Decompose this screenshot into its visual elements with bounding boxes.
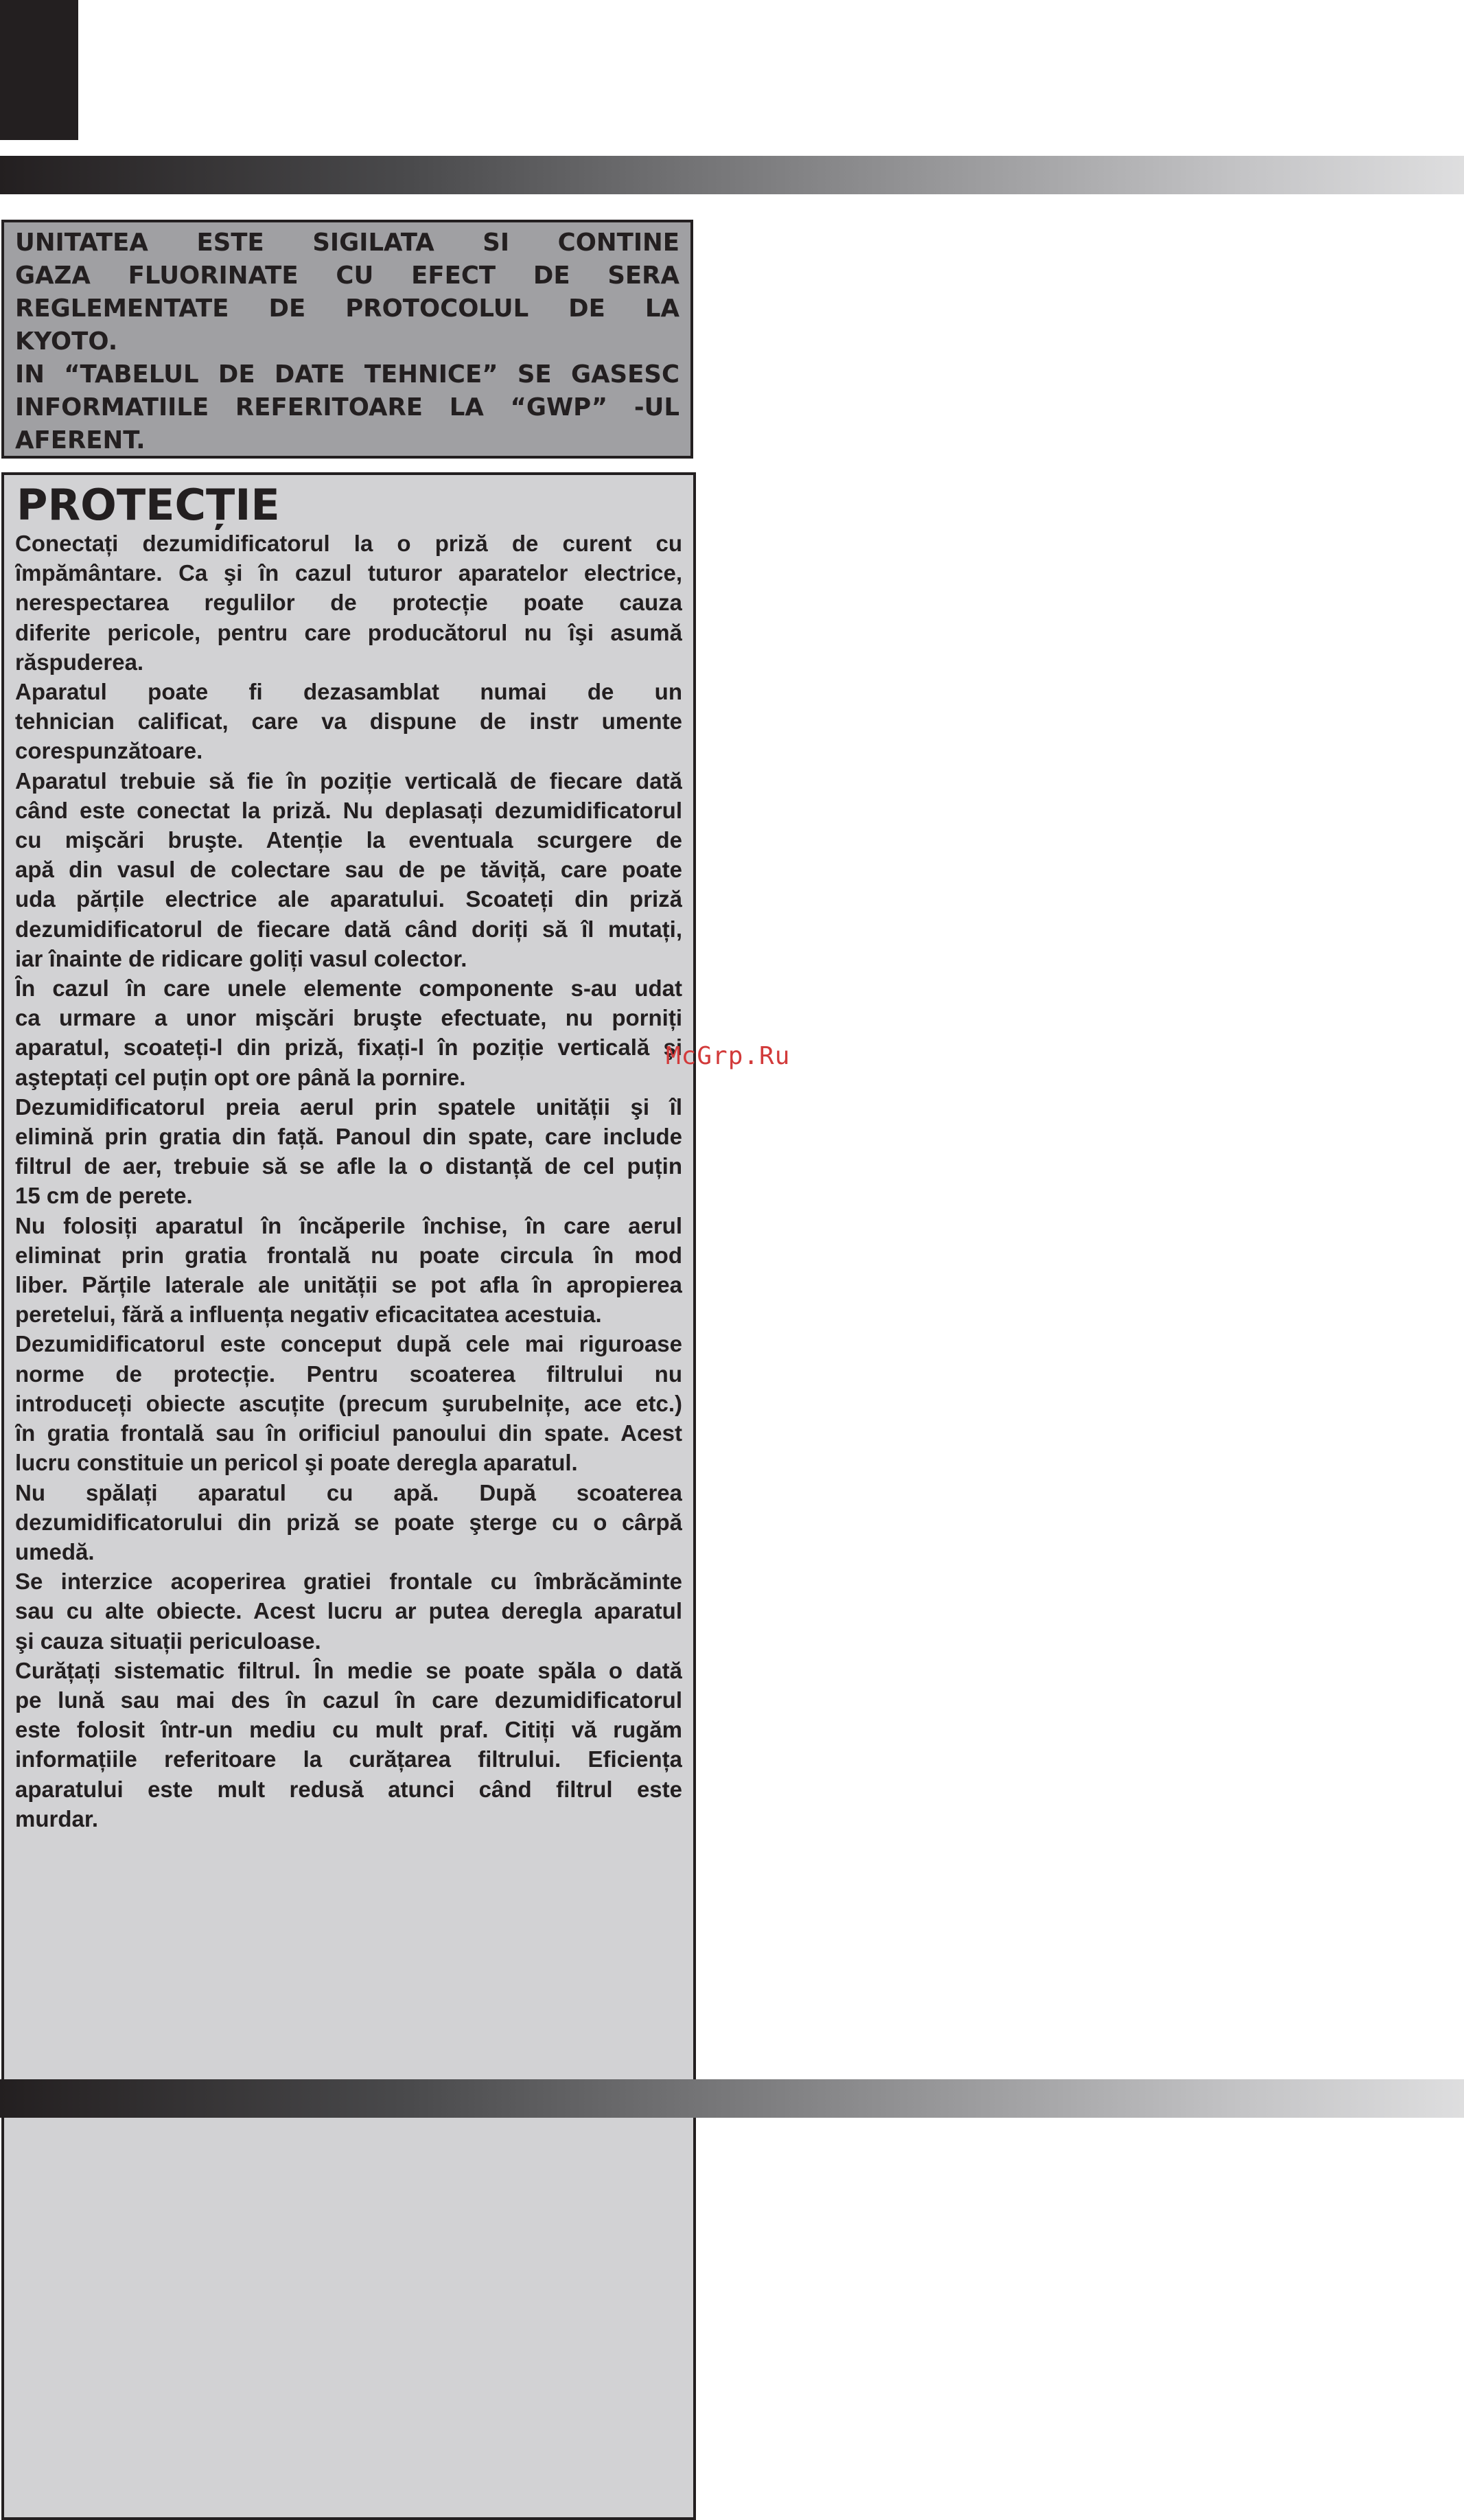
body-line: în gratia frontală sau în orificiul panoului din spate. Acest [15, 1420, 682, 1446]
body-line: Dezumidificatorul este conceput după cele mai riguroase [15, 1331, 682, 1357]
fluorinated-gas-warning-box [1, 220, 693, 459]
body-line: Aparatul poate fi dezasamblat numai de un [15, 679, 682, 705]
body-line: Se interzice acoperirea gratiei frontale cu îmbrăcăminte [15, 1569, 682, 1595]
body-line: elimină prin gratia din față. Panoul din spate, care include [15, 1124, 682, 1150]
body-line: pe lună sau mai des în cazul în care dezumidificatorul [15, 1687, 682, 1713]
body-line: aparatului este mult redusă atunci când filtrul este [15, 1776, 682, 1802]
warning-line: INFORMATIILE REFERITOARE LA “GWP” -UL [15, 393, 679, 421]
body-line: sau cu alte obiecte. Acest lucru ar putea deregla aparatul [15, 1598, 682, 1624]
warning-line: IN “TABELUL DE DATE TEHNICE” SE GASESC [15, 360, 679, 389]
footer-gradient-band [0, 2079, 1464, 2118]
body-line: Dezumidificatorul preia aerul prin spatele unității şi îl [15, 1094, 682, 1120]
body-line: filtrul de aer, trebuie să se afle la o distanță de cel puțin [15, 1153, 682, 1179]
body-line: corespunzătoare. [15, 738, 203, 764]
header-gradient-band [0, 156, 1464, 194]
body-line: Aparatul trebuie să fie în poziție verticală de fiecare dată [15, 767, 682, 794]
body-line: nerespectarea regulilor de protecție poate cauza [15, 590, 682, 616]
body-line: este folosit într-un mediu cu mult praf. Citiți vă rugăm [15, 1717, 682, 1743]
body-line: Curățați sistematic filtrul. În medie se poate spăla o dată [15, 1657, 682, 1683]
body-line: lucru constituie un pericol şi poate deregla aparatul. [15, 1450, 578, 1476]
body-line: tehnician calificat, care va dispune de instr umente [15, 708, 682, 735]
body-line: uda părțile electrice ale aparatului. Scoateți din priză [15, 886, 682, 912]
protection-title: PROTECȚIE [16, 480, 280, 530]
body-line: cu mişcări bruşte. Atenție la eventuala scurgere de [15, 827, 682, 853]
warning-line: KYOTO. [15, 327, 118, 356]
body-line: În cazul în care unele elemente componente s-au udat [15, 975, 682, 1002]
body-line: Nu folosiți aparatul în încăperile închise, în care aerul [15, 1212, 682, 1238]
body-line: peretelui, fără a influența negativ eficacitatea acestuia. [15, 1302, 602, 1328]
body-line: când este conectat la priză. Nu deplasați dezumidificatorul [15, 797, 682, 823]
body-line: 15 cm de perete. [15, 1183, 193, 1209]
corner-block [0, 0, 78, 140]
body-line: norme de protecție. Pentru scoaterea filtrului nu [15, 1361, 682, 1387]
body-line: introduceți obiecte ascuțite (precum şurubelnițe, ace etc.) [15, 1390, 682, 1416]
body-line: diferite pericole, pentru care producătorul nu îşi asumă [15, 619, 682, 645]
body-line: murdar. [15, 1805, 99, 1831]
body-line: răspuderea. [15, 649, 144, 675]
warning-line: AFERENT. [15, 426, 146, 454]
warning-line: GAZA FLUORINATE CU EFECT DE SERA [15, 262, 679, 290]
body-line: umedă. [15, 1538, 95, 1564]
body-line: ca urmare a unor mişcări bruşte efectuate, nu porniți [15, 1005, 682, 1031]
body-line: şi cauza situații periculoase. [15, 1628, 321, 1654]
warning-line: UNITATEA ESTE SIGILATA SI CONTINE [15, 229, 679, 257]
body-line: eliminat prin gratia frontală nu poate circula în mod [15, 1242, 682, 1268]
protection-body [15, 529, 682, 1834]
body-line: apă din vasul de colectare sau de pe tăviță, care poate [15, 857, 682, 883]
warning-line: REGLEMENTATE DE PROTOCOLUL DE LA [15, 294, 679, 323]
watermark: McGrp.Ru [666, 1042, 791, 1070]
body-line: informațiile referitoare la curățarea filtrului. Eficiența [15, 1746, 682, 1772]
body-line: împământare. Ca şi în cazul tuturor aparatelor electrice, [15, 560, 682, 586]
body-line: liber. Părțile laterale ale unității se pot afla în apropierea [15, 1272, 682, 1298]
body-line: aşteptați cel puțin opt ore până la pornire. [15, 1064, 466, 1090]
body-line: iar înainte de ridicare goliți vasul colector. [15, 945, 467, 971]
body-line: aparatul, scoateți-l din priză, fixați-l în poziție verticală şi [15, 1034, 682, 1061]
body-line: Conectați dezumidificatorul la o priză de curent cu [15, 531, 682, 556]
body-line: Nu spălați aparatul cu apă. După scoaterea [15, 1479, 682, 1505]
body-line: dezumidificatorului din priză se poate şterge cu o cârpă [15, 1509, 682, 1535]
body-line: dezumidificatorul de fiecare dată când doriți să îl mutați, [15, 916, 682, 942]
protection-section [1, 472, 696, 2520]
